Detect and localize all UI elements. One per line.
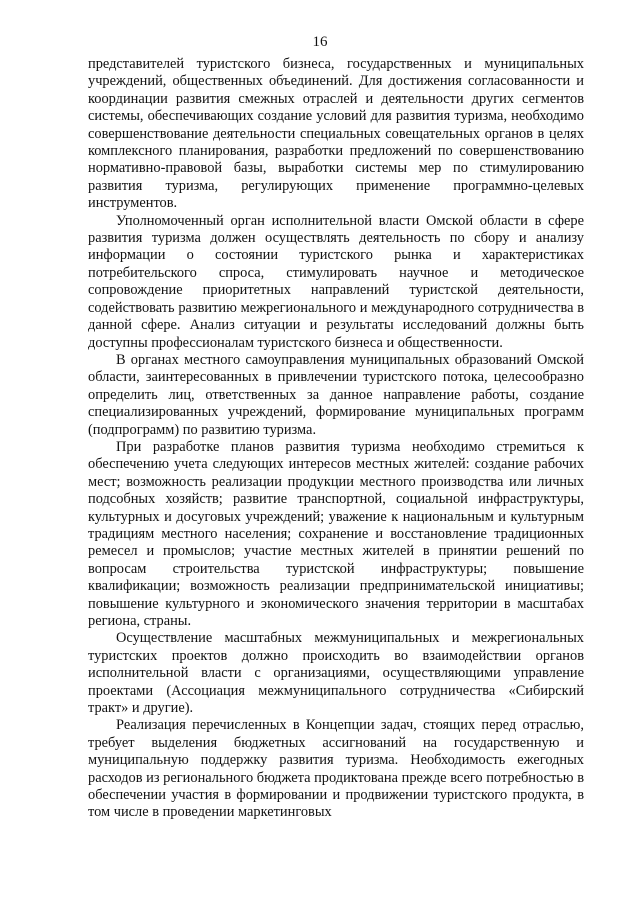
paragraph-local-interests: При разработке планов развития туризма необходимо стремиться к обеспечению учета следующих интересов местных жителей: создание рабочих мест; возможность реализации продукции местного производства или личных подсобных хозяйств; развитие транспортной, социальной инфраструктуры, культурных и досуговых учреждений; уважение к национальным и культурным традициям местного населения; сохранение и восстановление традиционных ремесел и промыслов; участие местных жителей в принятии решений по вопросам строительства туристской инфраструктуры; повышение квалификации; возможность реализации предпринимательской инициативы; повышение культурного и экономического значения территории в масштабах региона, страны. bbox=[88, 438, 584, 629]
paragraph-continuation: представителей туристского бизнеса, государственных и муниципальных учреждений, общественных объединений. Для достижения согласованности и координации развития смежных отраслей и деятельности других сегментов системы, обеспечивающих создание условий для развития туризма, необходимо совершенствование деятельности специальных совещательных органов в целях комплексного планирования, разработки предложений по совершенствованию нормативно-правовой базы, выработки системы мер по стимулированию развития туризма, регулирующих применение программно-целевых инструментов. bbox=[88, 56, 584, 212]
document-body bbox=[88, 56, 584, 822]
page-number: 16 bbox=[312, 34, 328, 50]
paragraph-local-government: В органах местного самоуправления муниципальных образований Омской области, заинтересованных в привлечении туристского потока, целесообразно определить лиц, ответственных за данное направление работы, создание специализированных учреждений, формирование муниципальных программ (подпрограмм) по развитию туризма. bbox=[88, 351, 584, 438]
paragraph-budget-funding: Реализация перечисленных в Концепции задач, стоящих перед отраслью, требует выделения бюджетных ассигнований на государственную и муниципальную поддержку развития туризма. Необходимость ежегодных расходов из регионального бюджета продиктована прежде всего потребностью в обеспечении участия в формировании и продвижении туристского продукта, в том числе в проведении маркетинговых bbox=[88, 717, 584, 821]
paragraph-authorized-body: Уполномоченный орган исполнительной власти Омской области в сфере развития туризма должен осуществлять деятельность по сбору и анализу информации о состоянии туристского рынка и характеристиках потребительского спроса, стимулировать научное и методическое сопровождение приоритетных направлений туристской деятельности, содействовать развитию межрегионального и международного сотрудничества в данной сфере. Анализ ситуации и результаты исследований должны быть доступны профессионалам туристского бизнеса и общественности. bbox=[88, 212, 584, 351]
paragraph-interregional-projects: Осуществление масштабных межмуниципальных и межрегиональных туристских проектов должно происходить во взаимодействии органов исполнительной власти с организациями, осуществляющими управление проектами (Ассоциация межмуниципального сотрудничества «Сибирский тракт» и другие). bbox=[88, 630, 584, 717]
